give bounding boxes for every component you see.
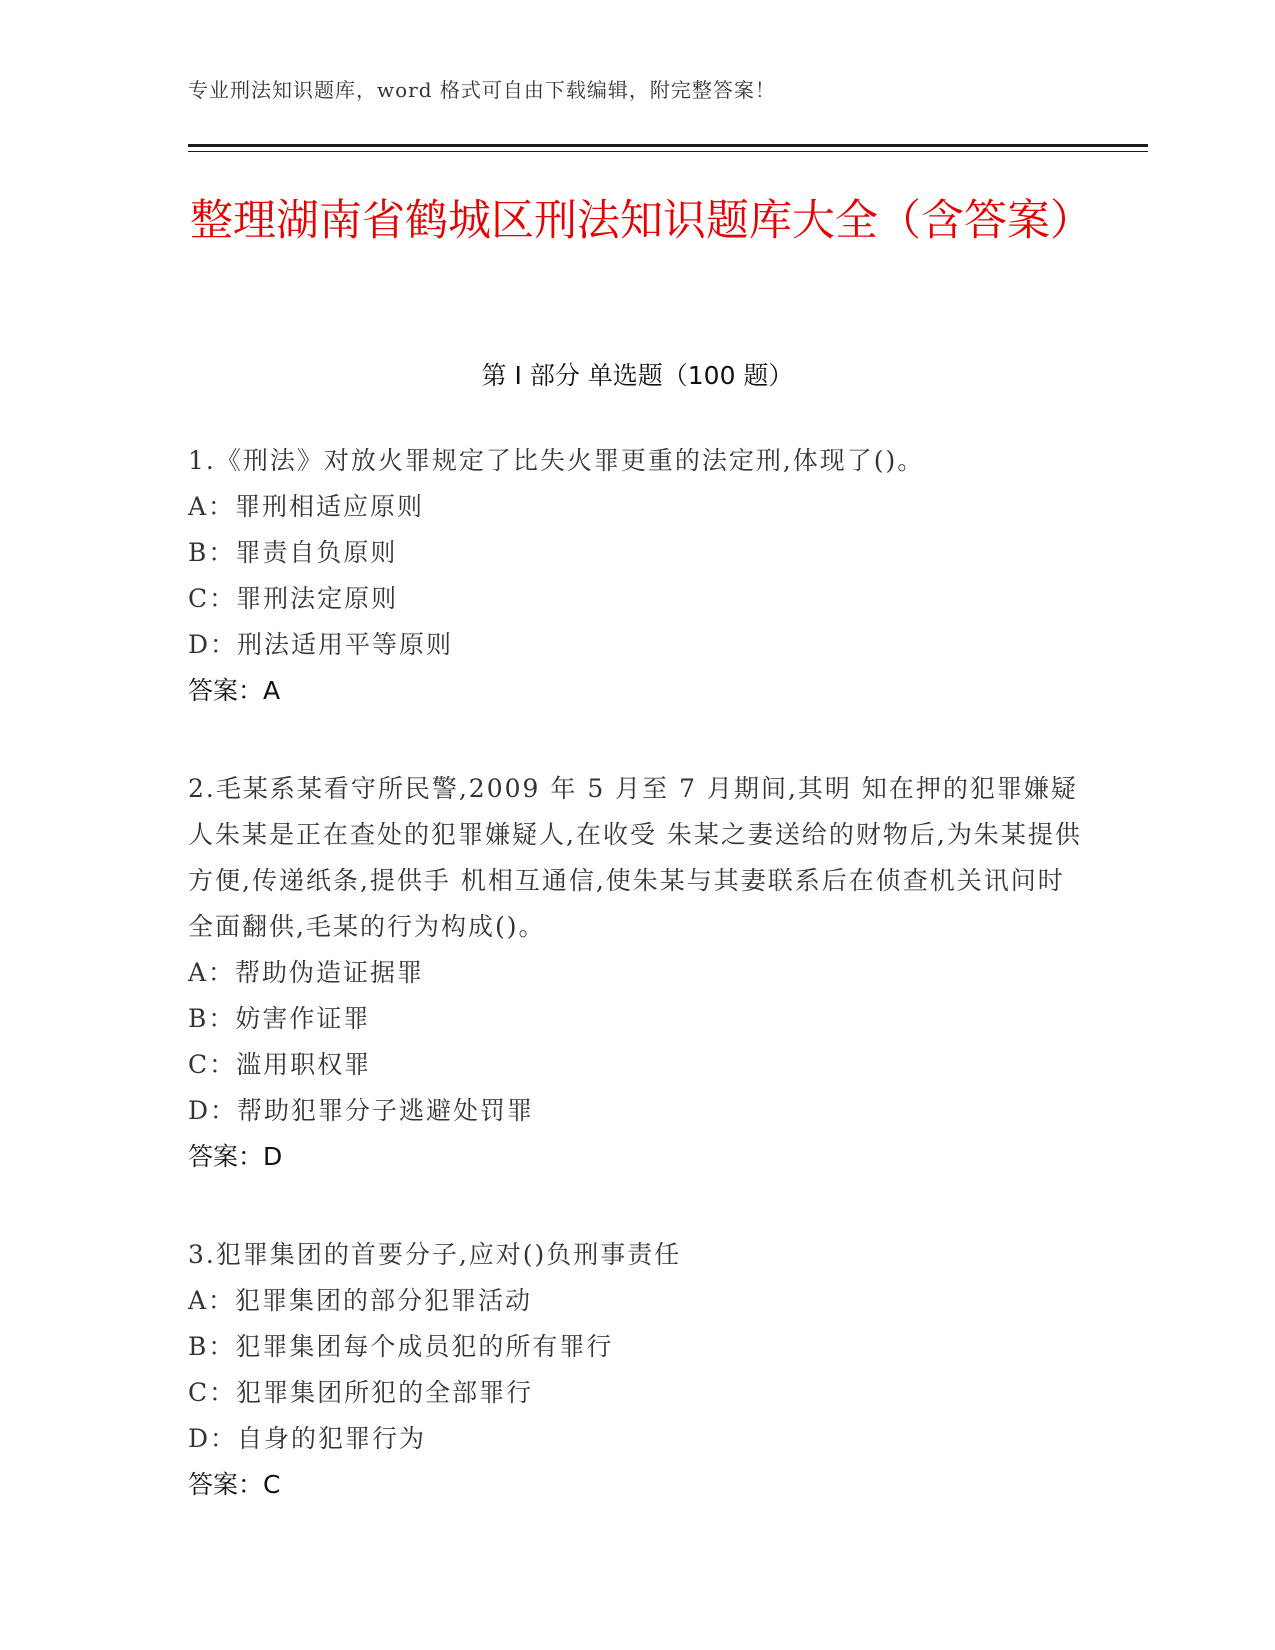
header-note: 专业刑法知识题库，word 格式可自由下载编辑，附完整答案！ <box>188 78 776 102</box>
option-a: A：罪刑相适应原则 <box>188 492 425 521</box>
question-answer: 答案：A <box>188 676 281 705</box>
option-b: B：妨害作证罪 <box>188 1004 371 1033</box>
section-title: 第 I 部分 单选题（100 题） <box>481 361 794 390</box>
question-list <box>188 438 1088 1560</box>
question-answer: 答案：C <box>188 1470 281 1499</box>
header-divider-thin <box>188 151 1148 152</box>
document-title: 整理湖南省鹤城区刑法知识题库大全（含答案） <box>190 196 1093 246</box>
header-divider-thick <box>188 144 1148 147</box>
question-stem: 1.《刑法》对放火罪规定了比失火罪更重的法定刑,体现了()。 <box>188 446 925 475</box>
option-c: C：罪刑法定原则 <box>188 584 399 613</box>
option-b: B：罪责自负原则 <box>188 538 398 567</box>
option-d: D：刑法适用平等原则 <box>188 630 454 659</box>
question-answer: 答案：D <box>188 1142 283 1171</box>
option-b: B：犯罪集团每个成员犯的所有罪行 <box>188 1332 614 1361</box>
option-a: A：犯罪集团的部分犯罪活动 <box>188 1286 533 1315</box>
option-d: D：自身的犯罪行为 <box>188 1424 427 1453</box>
option-c: C：犯罪集团所犯的全部罪行 <box>188 1378 534 1407</box>
question-1 <box>188 438 1088 714</box>
question-3 <box>188 1232 1088 1508</box>
question-2 <box>188 766 1088 1180</box>
question-stem: 3.犯罪集团的首要分子,应对()负刑事责任 <box>188 1240 682 1269</box>
option-d: D：帮助犯罪分子逃避处罚罪 <box>188 1096 535 1125</box>
question-stem: 2.毛某系某看守所民警,2009 年 5 月至 7 月期间,其明 知在押的犯罪嫌疑人朱某是正在查处的犯罪嫌疑人,在收受 朱某之妻送给的财物后,为朱某提供方便,传递纸条,提供手 机相互通信,使朱某与其妻联系后在侦查机关讯问时全面翻供,毛某的行为构成()。 <box>188 774 1082 941</box>
option-c: C：滥用职权罪 <box>188 1050 372 1079</box>
option-a: A：帮助伪造证据罪 <box>188 958 425 987</box>
